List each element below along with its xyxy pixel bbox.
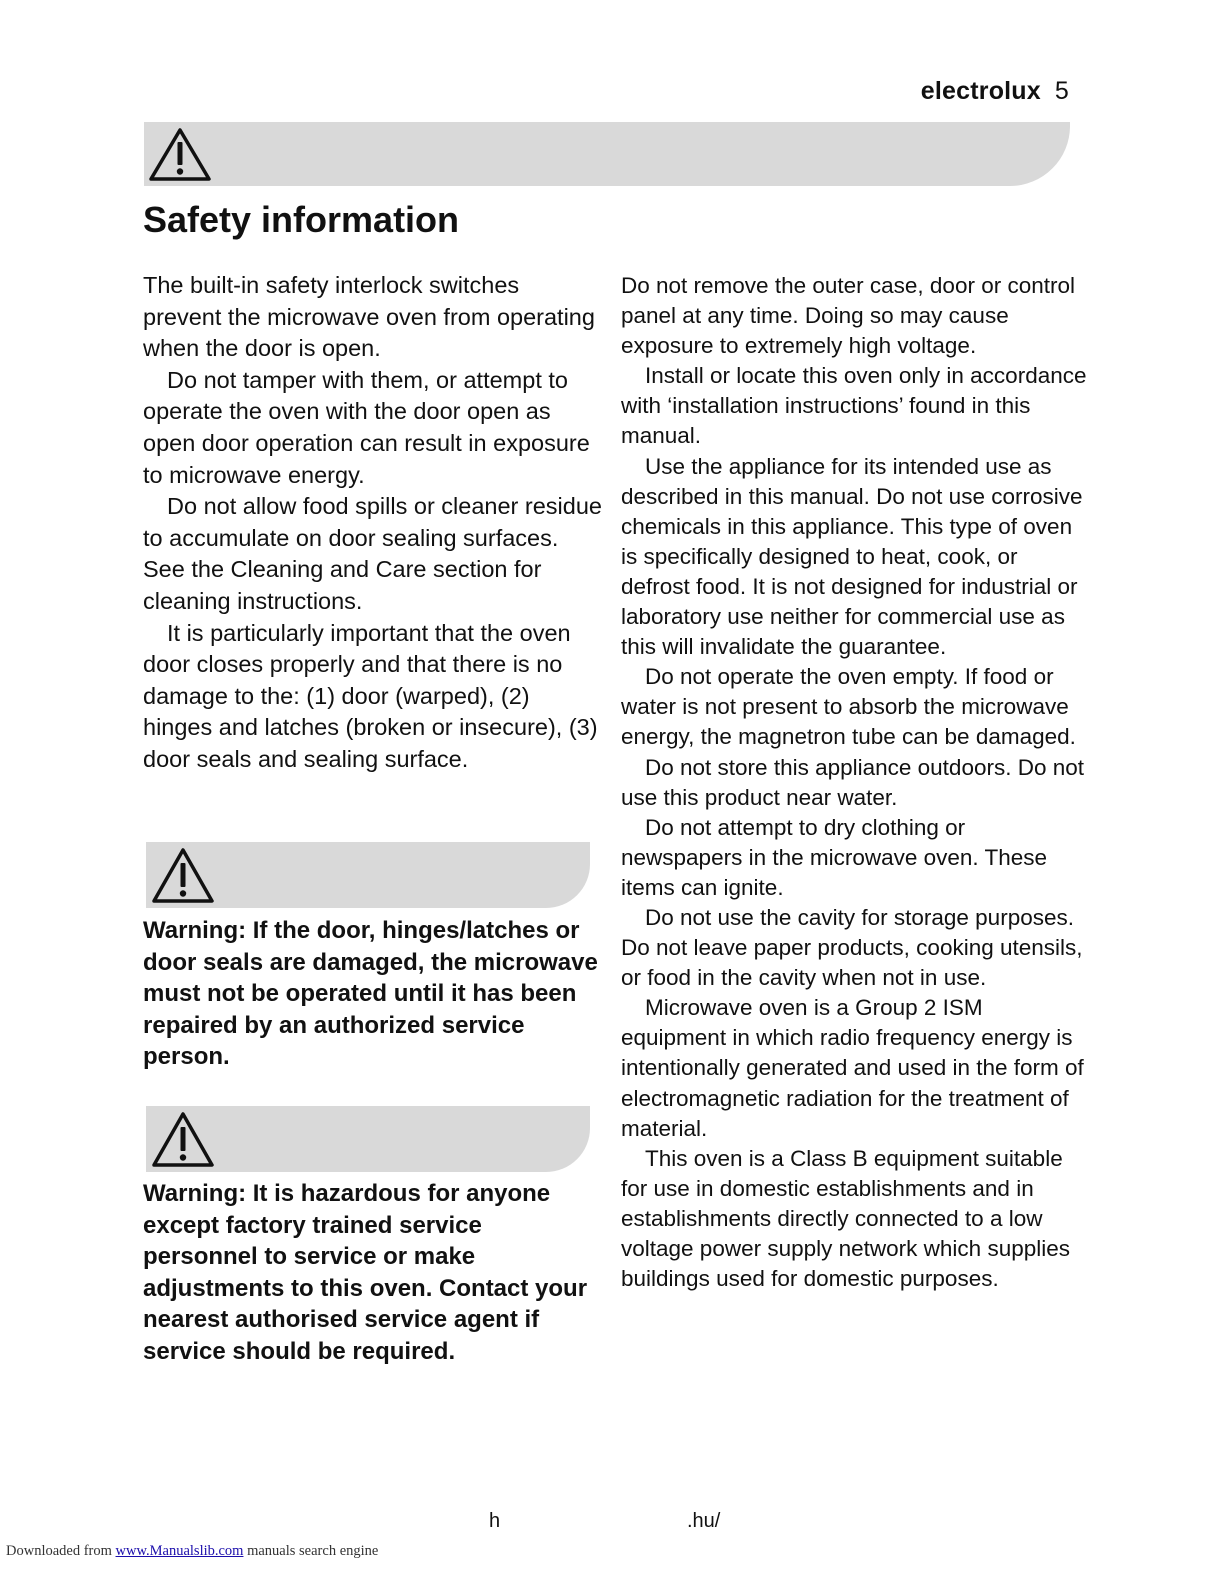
paragraph: Do not attempt to dry clothing or newspapers in the microwave oven. These items can ignite. — [621, 814, 1048, 900]
warning-banner-1 — [146, 842, 590, 908]
warning-triangle-icon — [151, 1110, 215, 1168]
warning-text-2: Warning: It is hazardous for anyone except factory trained service personnel to service or make adjustments to this oven. Contact your nearest authorised service agent if service should be required. — [143, 1180, 588, 1365]
warning-triangle-icon — [151, 846, 215, 904]
page-number: 5 — [1054, 77, 1069, 105]
footer-fragment-left: h — [489, 1510, 501, 1532]
footer-fragment-right: .hu/ — [687, 1510, 721, 1532]
paragraph: Do not allow food spills or cleaner residue to accumulate on door sealing surfaces. See the Cleaning and Care section for cleaning instructions. — [143, 493, 602, 614]
paragraph: Do not use the cavity for storage purposes. Do not leave paper products, cooking utensils, or food in the cavity when not in use. — [621, 904, 1083, 991]
paragraph: Use the appliance for its intended use as described in this manual. Do not use corrosive chemicals in this appliance. This type of oven is specifically designed to heat, cook, or defrost food. It is not designed for industrial or laboratory use neither for commercial use as this will invalidate the guarantee. — [621, 453, 1083, 660]
download-prefix: Downloaded from — [6, 1543, 112, 1559]
brand-name: electrolux — [920, 77, 1041, 105]
manualslib-link[interactable]: www.Manualslib.com — [115, 1543, 244, 1559]
paragraph: Microwave oven is a Group 2 ISM equipment in which radio frequency energy is intentionally generated and used in the form of electromagnetic radiation for the treatment of material. — [621, 995, 1084, 1141]
page-title: Safety information — [143, 199, 460, 240]
left-column — [143, 270, 603, 776]
paragraph: Do not tamper with them, or attempt to operate the oven with the door open as open door operation can result in exposure to microwave energy. — [143, 366, 590, 488]
paragraph: Do not operate the oven empty. If food or water is not present to absorb the microwave energy, the magnetron tube can be damaged. — [621, 664, 1076, 750]
paragraph: Do not store this appliance outdoors. Do not use this product near water. — [621, 754, 1085, 810]
download-suffix: manuals search engine — [247, 1543, 379, 1559]
paragraph: This oven is a Class B equipment suitable for use in domestic establishments and in establishments directly connected to a low voltage power supply network which supplies buildings used for domestic purposes. — [621, 1145, 1070, 1292]
paragraph: The built-in safety interlock switches prevent the microwave oven from operating when the door is open. — [143, 272, 595, 362]
paragraph: Do not remove the outer case, door or control panel at any time. Doing so may cause exposure to extremely high voltage. — [621, 273, 1075, 359]
warning-text-1: Warning: If the door, hinges/latches or door seals are damaged, the microwave must not be operated until it has been repaired by an authorized service person. — [143, 917, 598, 1071]
download-footer — [6, 1542, 378, 1560]
warning-banner-2 — [146, 1106, 590, 1172]
safety-banner — [144, 122, 1070, 186]
paragraph: Install or locate this oven only in accordance with ‘installation instructions’ found in this manual. — [621, 363, 1087, 449]
warning-triangle-icon — [148, 126, 212, 182]
paragraph: It is particularly important that the oven door closes properly and that there is no damage to the: (1) door (warped), (2) hinges and latches (broken or insecure), (3) door seals and sealing surface. — [143, 619, 598, 772]
page-header — [921, 74, 1069, 108]
right-column — [621, 271, 1091, 1294]
